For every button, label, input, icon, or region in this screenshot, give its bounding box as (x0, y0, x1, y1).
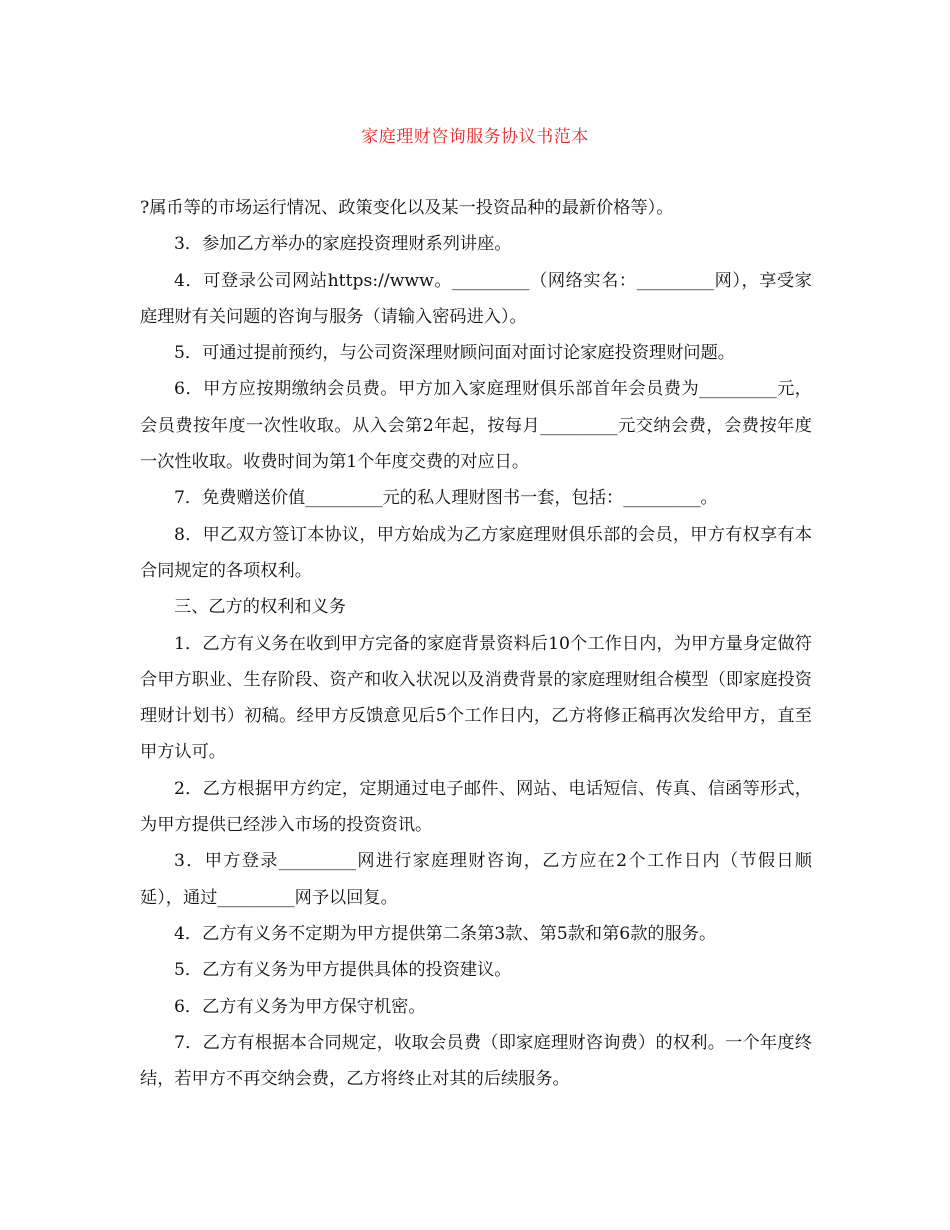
clause-2-6: 6．甲方应按期缴纳会员费。甲方加入家庭理财俱乐部首年会员费为_________元，会员费按年度一次性收取。从入会第2年起，按每月_________元交纳会费，会费按年度一次性收取。收费时间为第1个年度交费的对应日。 (140, 379, 812, 473)
section-heading-3: 三、乙方的权利和义务 (174, 597, 346, 618)
clause-2-3: 3．参加乙方举办的家庭投资理财系列讲座。 (174, 234, 512, 255)
clause-3-7: 7．乙方有根据本合同规定，收取会员费（即家庭理财咨询费）的权利。一个年度终结，若甲方不再交纳会费，乙方将终止对其的后续服务。 (140, 1032, 812, 1090)
document-title: 家庭理财咨询服务协议书范本 (361, 127, 589, 147)
clause-2-4: 4．可登录公司网站https://www。_________（网络实名：_________网），享受家庭理财有关问题的咨询与服务（请输入密码进入）。 (140, 270, 812, 327)
clause-3-2: 2．乙方根据甲方约定，定期通过电子邮件、网站、电话短信、传真、信函等形式，为甲方提供已经涉入市场的投资资讯。 (140, 778, 812, 836)
clause-2-7: 7．免费赠送价值_________元的私人理财图书一套，包括：_________。 (174, 488, 718, 509)
paragraph-continuation: ?属币等的市场运行情况、政策变化以及某一投资品种的最新价格等）。 (140, 198, 674, 218)
clause-3-3: 3．甲方登录_________网进行家庭理财咨询，乙方应在2个工作日内（节假日顺延），通过_________网予以回复。 (140, 851, 812, 908)
clause-3-6: 6．乙方有义务为甲方保守机密。 (174, 996, 426, 1017)
clause-3-4: 4．乙方有义务不定期为甲方提供第二条第3款、第5款和第6款的服务。 (174, 923, 717, 944)
document-body (140, 190, 812, 1097)
clause-2-8: 8．甲乙双方签订本协议，甲方始成为乙方家庭理财俱乐部的会员，甲方有权享有本合同规定的各项权利。 (140, 524, 812, 581)
clause-2-5: 5．可通过提前预约，与公司资深理财顾问面对面讨论家庭投资理财问题。 (174, 343, 735, 364)
clause-3-1: 1．乙方有义务在收到甲方完备的家庭背景资料后10个工作日内，为甲方量身定做符合甲方职业、生存阶段、资产和收入状况以及消费背景的家庭理财组合模型（即家庭投资理财计划书）初稿。经甲方反馈意见后5个工作日内，乙方将修正稿再次发给甲方，直至甲方认可。 (140, 633, 812, 763)
clause-3-5: 5．乙方有义务为甲方提供具体的投资建议。 (174, 960, 512, 981)
